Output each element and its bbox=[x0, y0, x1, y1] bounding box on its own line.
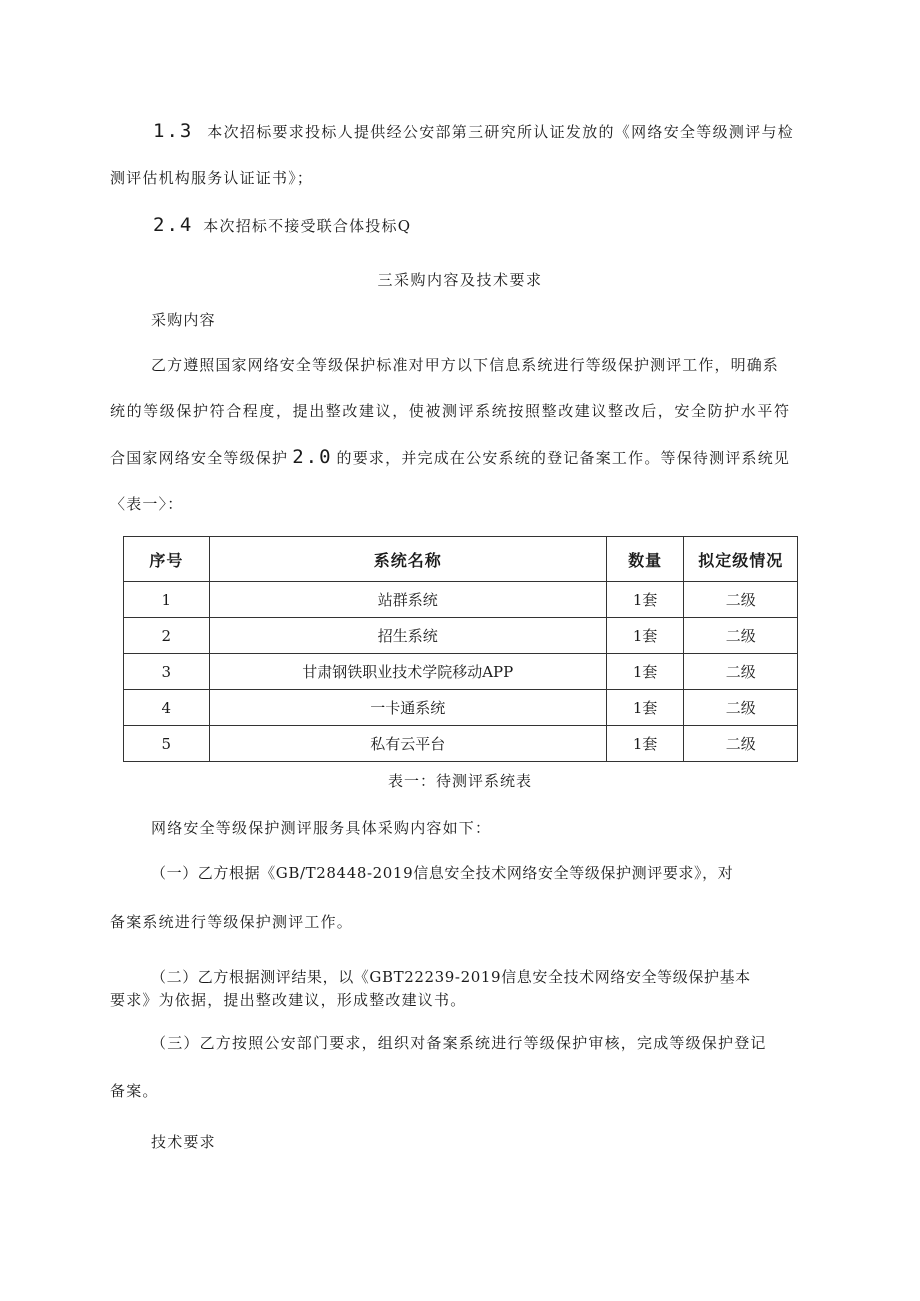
clause-text: 本次招标要求投标人提供经公安部第三研究所认证发放的《网络安全等级测评与检 bbox=[207, 123, 795, 141]
cell-system-name: 招生系统 bbox=[209, 618, 606, 654]
cell-level: 二级 bbox=[684, 582, 798, 618]
intro-line3 bbox=[110, 446, 790, 468]
item-2-line1: （二）乙方根据测评结果，以《GBT22239-2019信息安全技术网络安全等级保护基本 bbox=[151, 968, 751, 986]
clause-text: 本次招标不接受联合体投标Q bbox=[203, 217, 412, 235]
section-title: 三采购内容及技术要求 bbox=[377, 271, 543, 289]
cell-index: 1 bbox=[124, 582, 210, 618]
item-1-line1: （一）乙方根据《GB/T28448-2019信息安全技术网络安全等级保护测评要求》，对 bbox=[151, 864, 734, 882]
table-row bbox=[124, 654, 798, 690]
cell-index: 4 bbox=[124, 690, 210, 726]
header-level: 拟定级情况 bbox=[684, 537, 798, 582]
cell-system-name: 私有云平台 bbox=[209, 726, 606, 762]
cell-quantity: 1套 bbox=[606, 726, 684, 762]
table-row bbox=[124, 618, 798, 654]
cell-index: 5 bbox=[124, 726, 210, 762]
cell-quantity: 1套 bbox=[606, 690, 684, 726]
intro-line1: 乙方遵照国家网络安全等级保护标准对甲方以下信息系统进行等级保护测评工作，明确系 bbox=[151, 356, 779, 374]
cell-level: 二级 bbox=[684, 690, 798, 726]
cell-level: 二级 bbox=[684, 618, 798, 654]
intro-line3-num: 2.0 bbox=[292, 446, 333, 468]
cell-system-name: 站群系统 bbox=[209, 582, 606, 618]
table-row bbox=[124, 726, 798, 762]
item-2-line2: 要求》为依据，提出整改建议，形成整改建议书。 bbox=[110, 991, 467, 1009]
cell-index: 3 bbox=[124, 654, 210, 690]
item-3-line1: （三）乙方按照公安部门要求，组织对备案系统进行等级保护审核，完成等级保护登记 bbox=[151, 1034, 767, 1052]
table-header-row bbox=[124, 537, 798, 582]
header-index: 序号 bbox=[124, 537, 210, 582]
intro-line4: 〈表一〉： bbox=[110, 495, 184, 513]
cell-system-name: 甘肃钢铁职业技术学院移动APP bbox=[209, 654, 606, 690]
intro-line2: 统的等级保护符合程度，提出整改建议，使被测评系统按照整改建议整改后，安全防护水平符 bbox=[110, 402, 791, 420]
clause-1-3-line2: 测评估机构服务认证证书》； bbox=[110, 169, 314, 187]
table-row bbox=[124, 690, 798, 726]
cell-level: 二级 bbox=[684, 654, 798, 690]
intro-line3-b: 的要求，并完成在公安系统的登记备案工作。等保待测评系统见 bbox=[336, 449, 791, 467]
clause-2-4 bbox=[153, 214, 411, 236]
clause-number: 2.4 bbox=[153, 214, 194, 236]
table-caption: 表一：待测评系统表 bbox=[387, 772, 532, 790]
cell-index: 2 bbox=[124, 618, 210, 654]
cell-level: 二级 bbox=[684, 726, 798, 762]
clause-number: 1.3 bbox=[153, 120, 194, 142]
item-1-line2: 备案系统进行等级保护测评工作。 bbox=[110, 913, 354, 931]
clause-1-3-line1 bbox=[153, 120, 794, 142]
table-row bbox=[124, 582, 798, 618]
cell-quantity: 1套 bbox=[606, 618, 684, 654]
header-system-name: 系统名称 bbox=[209, 537, 606, 582]
intro-line3-a: 合国家网络安全等级保护 bbox=[110, 449, 289, 467]
tech-heading: 技术要求 bbox=[151, 1133, 216, 1151]
systems-table bbox=[123, 536, 798, 762]
header-quantity: 数量 bbox=[606, 537, 684, 582]
cell-quantity: 1套 bbox=[606, 582, 684, 618]
purchase-heading: 采购内容 bbox=[151, 311, 216, 329]
service-intro: 网络安全等级保护测评服务具体采购内容如下： bbox=[151, 819, 492, 837]
cell-system-name: 一卡通系统 bbox=[209, 690, 606, 726]
item-3-line2: 备案。 bbox=[110, 1082, 159, 1100]
cell-quantity: 1套 bbox=[606, 654, 684, 690]
